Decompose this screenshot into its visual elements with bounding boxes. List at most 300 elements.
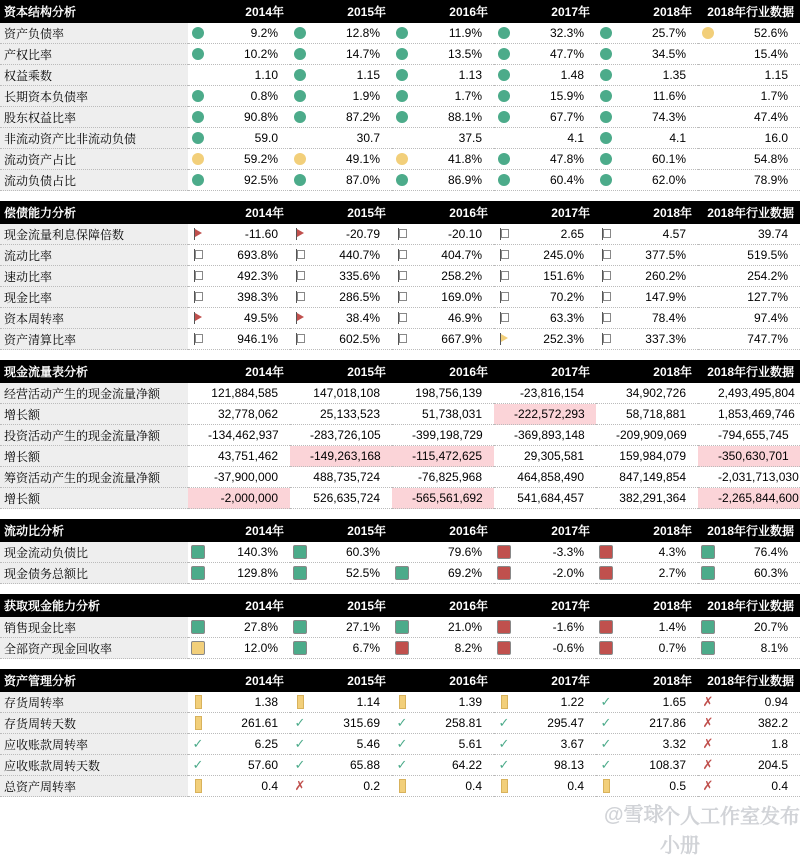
data-cell	[596, 86, 698, 107]
data-cell	[392, 617, 494, 638]
column-header-2: 2016年	[392, 594, 494, 617]
table-row	[0, 23, 800, 44]
section-gap	[0, 509, 800, 519]
column-header-1: 2015年	[290, 360, 392, 383]
row-label: 存货周转率	[0, 692, 188, 713]
cell-value: 5.61	[458, 737, 482, 751]
cell-value: 108.37	[649, 758, 686, 772]
check-icon: ✓	[192, 736, 204, 751]
cell-value: 0.5	[669, 779, 686, 793]
data-cell	[596, 488, 698, 509]
column-header-0: 2014年	[188, 360, 290, 383]
table-cash-ratio	[0, 519, 800, 584]
status-square-red-icon	[599, 545, 613, 559]
cell-value: 0.4	[465, 779, 482, 793]
cell-value: -20.10	[447, 227, 482, 241]
data-cell	[698, 542, 800, 563]
bar-indicator-icon	[195, 716, 202, 730]
cell-value: 747.7%	[747, 332, 788, 346]
data-cell	[392, 23, 494, 44]
data-cell	[188, 308, 290, 329]
cell-value: -0.6%	[552, 641, 584, 655]
cell-value: 693.8%	[237, 248, 278, 262]
cell-value: 86.9%	[447, 173, 482, 187]
status-dot-green-icon	[600, 27, 612, 39]
cell-value: -565,561,692	[412, 491, 483, 505]
section-title: 现金流量表分析	[0, 360, 188, 383]
cell-value: -2,265,844,600	[718, 491, 799, 505]
status-square-green-icon	[293, 566, 307, 580]
bar-indicator-icon	[195, 695, 202, 709]
flag-white-icon	[498, 312, 510, 324]
status-dot-yellow-icon	[294, 153, 306, 165]
data-cell	[290, 692, 392, 713]
flag-white-icon	[600, 312, 612, 324]
cell-value: 5.46	[356, 737, 380, 751]
status-dot-green-icon	[294, 90, 306, 102]
data-cell	[596, 329, 698, 350]
bar-indicator-icon	[603, 779, 610, 793]
status-dot-green-icon	[192, 132, 204, 144]
status-dot-green-icon	[600, 132, 612, 144]
status-dot-green-icon	[600, 90, 612, 102]
cell-value: 0.8%	[250, 89, 278, 103]
data-cell	[392, 404, 494, 425]
check-icon: ✓	[600, 694, 612, 709]
column-header-4: 2018年	[596, 669, 698, 692]
flag-white-icon	[600, 291, 612, 303]
status-square-red-icon	[497, 620, 511, 634]
data-cell	[290, 383, 392, 404]
status-square-green-icon	[191, 566, 205, 580]
column-header-3: 2017年	[494, 360, 596, 383]
cell-value: 0.2	[363, 779, 380, 793]
data-cell	[698, 617, 800, 638]
cell-value: 1.14	[356, 695, 380, 709]
column-header-5: 2018年行业数据	[698, 594, 800, 617]
cell-value: 90.8%	[243, 110, 278, 124]
cell-value: -1.6%	[552, 620, 584, 634]
table-row	[0, 107, 800, 128]
row-label: 产权比率	[0, 44, 188, 65]
table-cash-earning	[0, 594, 800, 659]
table-row	[0, 86, 800, 107]
data-cell	[290, 329, 392, 350]
column-header-5: 2018年行业数据	[698, 360, 800, 383]
cell-value: 0.4	[771, 779, 788, 793]
table-row	[0, 713, 800, 734]
status-dot-green-icon	[192, 111, 204, 123]
flag-white-icon	[396, 270, 408, 282]
cell-value: 286.5%	[339, 290, 380, 304]
status-square-yellow-icon	[191, 641, 205, 655]
row-label: 增长额	[0, 488, 188, 509]
cell-value: -37,900,000	[213, 470, 278, 484]
data-cell	[596, 755, 698, 776]
data-cell	[392, 446, 494, 467]
status-dot-green-icon	[498, 27, 510, 39]
data-cell	[188, 446, 290, 467]
cell-value: -115,472,625	[412, 449, 482, 463]
status-dot-green-icon	[498, 111, 510, 123]
table-row	[0, 467, 800, 488]
cell-value: 847,149,854	[619, 470, 686, 484]
cell-value: 4.3%	[658, 545, 686, 559]
data-cell	[188, 329, 290, 350]
check-icon: ✓	[600, 715, 612, 730]
cell-value: 62.0%	[651, 173, 686, 187]
row-label: 权益乘数	[0, 65, 188, 86]
data-cell	[596, 107, 698, 128]
section-gap	[0, 659, 800, 669]
data-cell	[494, 446, 596, 467]
table-row	[0, 563, 800, 584]
table-row	[0, 308, 800, 329]
cell-value: 69.2%	[447, 566, 482, 580]
data-cell	[596, 149, 698, 170]
section-gap	[0, 191, 800, 201]
row-label: 总资产周转率	[0, 776, 188, 797]
column-header-3: 2017年	[494, 201, 596, 224]
data-cell	[596, 245, 698, 266]
cell-value: 1,853,469,746	[718, 407, 795, 421]
flag-white-icon	[294, 270, 306, 282]
flag-white-icon	[192, 291, 204, 303]
cell-value: 315.69	[343, 716, 380, 730]
column-header-1: 2015年	[290, 0, 392, 23]
cell-value: 147.9%	[645, 290, 686, 304]
column-header-1: 2015年	[290, 594, 392, 617]
data-cell	[698, 404, 800, 425]
row-label: 现金比率	[0, 287, 188, 308]
cell-value: 74.3%	[651, 110, 686, 124]
cell-value: 59.0	[254, 131, 278, 145]
cell-value: 4.1	[567, 131, 584, 145]
flag-white-icon	[498, 270, 510, 282]
cell-value: 4.1	[669, 131, 686, 145]
status-square-green-icon	[701, 641, 715, 655]
cell-value: -134,462,937	[208, 428, 279, 442]
data-cell	[392, 128, 494, 149]
data-cell	[290, 149, 392, 170]
cell-value: 1.8	[771, 737, 788, 751]
data-cell	[392, 266, 494, 287]
cell-value: 121,884,585	[211, 386, 278, 400]
table-row	[0, 425, 800, 446]
check-icon: ✓	[396, 715, 408, 730]
data-cell	[290, 467, 392, 488]
check-icon: ✓	[600, 736, 612, 751]
cell-value: 1.48	[560, 68, 584, 82]
cell-value: 519.5%	[747, 248, 788, 262]
status-dot-green-icon	[600, 174, 612, 186]
section-title: 资本结构分析	[0, 0, 188, 23]
row-label: 现金流动负债比	[0, 542, 188, 563]
data-cell	[188, 149, 290, 170]
data-cell	[698, 329, 800, 350]
data-cell	[494, 404, 596, 425]
cell-value: 0.7%	[658, 641, 686, 655]
table-row	[0, 65, 800, 86]
section-cash-earning	[0, 594, 800, 659]
status-square-red-icon	[599, 566, 613, 580]
status-dot-green-icon	[192, 48, 204, 60]
cell-value: 10.2%	[243, 47, 278, 61]
section-capital-structure	[0, 0, 800, 191]
status-dot-green-icon	[498, 174, 510, 186]
section-title: 资产管理分析	[0, 669, 188, 692]
data-cell	[188, 425, 290, 446]
data-cell	[596, 404, 698, 425]
cell-value: 260.2%	[645, 269, 686, 283]
cell-value: 11.9%	[448, 26, 482, 40]
flag-white-icon	[600, 249, 612, 261]
data-cell	[494, 128, 596, 149]
cell-value: 254.2%	[747, 269, 788, 283]
column-header-0: 2014年	[188, 594, 290, 617]
status-dot-green-icon	[396, 69, 408, 81]
table-row	[0, 149, 800, 170]
table-row	[0, 404, 800, 425]
watermark: 个人工作室发布小册	[660, 806, 800, 857]
status-square-green-icon	[191, 545, 205, 559]
row-label: 流动负债占比	[0, 170, 188, 191]
column-header-0: 2014年	[188, 0, 290, 23]
data-cell	[698, 755, 800, 776]
status-square-green-icon	[293, 620, 307, 634]
data-cell	[494, 467, 596, 488]
data-cell	[188, 467, 290, 488]
cell-value: 1.10	[254, 68, 278, 82]
data-cell	[188, 713, 290, 734]
cell-value: 43,751,462	[217, 449, 278, 463]
data-cell	[392, 692, 494, 713]
row-label: 增长额	[0, 446, 188, 467]
data-cell	[596, 542, 698, 563]
status-square-red-icon	[497, 641, 511, 655]
cell-value: 252.3%	[543, 332, 584, 346]
check-icon: ✓	[498, 757, 510, 772]
data-cell	[698, 266, 800, 287]
row-label: 应收账款周转率	[0, 734, 188, 755]
cell-value: 3.67	[560, 737, 584, 751]
data-cell	[392, 65, 494, 86]
data-cell	[290, 107, 392, 128]
cell-value: 1.13	[458, 68, 482, 82]
data-cell	[392, 776, 494, 797]
column-header-4: 2018年	[596, 201, 698, 224]
status-dot-green-icon	[600, 48, 612, 60]
table-row	[0, 755, 800, 776]
column-header-1: 2015年	[290, 519, 392, 542]
data-cell	[392, 329, 494, 350]
data-cell	[494, 542, 596, 563]
cell-value: 382.2	[757, 716, 788, 730]
status-square-red-icon	[497, 566, 511, 580]
status-square-red-icon	[599, 641, 613, 655]
cell-value: 1.65	[662, 695, 686, 709]
status-dot-green-icon	[396, 111, 408, 123]
column-header-5: 2018年行业数据	[698, 0, 800, 23]
data-cell	[188, 86, 290, 107]
cell-value: 526,635,724	[313, 491, 380, 505]
status-dot-green-icon	[192, 90, 204, 102]
column-header-4: 2018年	[596, 360, 698, 383]
data-cell	[698, 65, 800, 86]
cell-value: 245.0%	[543, 248, 584, 262]
data-cell	[698, 86, 800, 107]
data-cell	[392, 734, 494, 755]
section-cash-ratio	[0, 519, 800, 584]
data-cell	[290, 65, 392, 86]
column-header-2: 2016年	[392, 669, 494, 692]
data-cell	[494, 23, 596, 44]
data-cell	[698, 224, 800, 245]
cell-value: 1.7%	[454, 89, 482, 103]
cell-value: 51,738,031	[421, 407, 482, 421]
data-cell	[290, 128, 392, 149]
table-row	[0, 692, 800, 713]
cell-value: 404.7%	[441, 248, 482, 262]
cell-value: 12.8%	[345, 26, 380, 40]
column-header-0: 2014年	[188, 519, 290, 542]
status-dot-yellow-icon	[702, 27, 714, 39]
cell-value: 12.0%	[243, 641, 278, 655]
data-cell	[698, 287, 800, 308]
cell-value: 60.3%	[345, 545, 380, 559]
data-cell	[392, 224, 494, 245]
cell-value: 140.3%	[237, 545, 278, 559]
cell-value: 34,902,726	[625, 386, 686, 400]
status-dot-green-icon	[192, 174, 204, 186]
section-asset-management	[0, 669, 800, 797]
data-cell	[188, 488, 290, 509]
cell-value: 29,305,581	[523, 449, 584, 463]
data-cell	[188, 107, 290, 128]
data-cell	[494, 149, 596, 170]
data-cell	[698, 692, 800, 713]
column-header-0: 2014年	[188, 201, 290, 224]
data-cell	[698, 245, 800, 266]
bar-indicator-icon	[399, 779, 406, 793]
cell-value: 2,493,495,804	[718, 386, 795, 400]
table-header-row	[0, 360, 800, 383]
cell-value: 30.7	[356, 131, 380, 145]
data-cell	[188, 224, 290, 245]
cell-value: -399,198,729	[412, 428, 483, 442]
data-cell	[392, 383, 494, 404]
cell-value: 295.47	[547, 716, 584, 730]
row-label: 股东权益比率	[0, 107, 188, 128]
data-cell	[290, 617, 392, 638]
data-cell	[596, 128, 698, 149]
data-cell	[494, 776, 596, 797]
cell-value: 198,756,139	[415, 386, 482, 400]
section-title: 获取现金能力分析	[0, 594, 188, 617]
data-cell	[290, 776, 392, 797]
data-cell	[290, 446, 392, 467]
data-cell	[596, 734, 698, 755]
data-cell	[698, 128, 800, 149]
data-cell	[392, 425, 494, 446]
data-cell	[392, 638, 494, 659]
data-cell	[494, 617, 596, 638]
cell-value: 492.3%	[237, 269, 278, 283]
cell-value: 41.8%	[447, 152, 482, 166]
cell-value: 382,291,364	[619, 491, 686, 505]
cell-value: 88.1%	[447, 110, 482, 124]
cell-value: 11.6%	[652, 89, 686, 103]
data-cell	[596, 224, 698, 245]
data-cell	[494, 107, 596, 128]
cell-value: 0.94	[764, 695, 788, 709]
data-cell	[290, 86, 392, 107]
data-cell	[494, 245, 596, 266]
flag-white-icon	[192, 249, 204, 261]
cell-value: 98.13	[553, 758, 584, 772]
cell-value: 49.5%	[243, 311, 278, 325]
status-dot-green-icon	[498, 48, 510, 60]
cell-value: 488,735,724	[313, 470, 380, 484]
row-label: 流动资产占比	[0, 149, 188, 170]
row-label: 长期资本负债率	[0, 86, 188, 107]
data-cell	[494, 755, 596, 776]
data-cell	[188, 287, 290, 308]
data-cell	[494, 692, 596, 713]
data-cell	[290, 488, 392, 509]
data-cell	[290, 23, 392, 44]
cell-value: 6.25	[254, 737, 278, 751]
data-cell	[188, 617, 290, 638]
cell-value: 129.8%	[237, 566, 278, 580]
data-cell	[494, 308, 596, 329]
table-asset-management	[0, 669, 800, 797]
data-cell	[596, 266, 698, 287]
cell-value: 59.2%	[243, 152, 278, 166]
column-header-2: 2016年	[392, 519, 494, 542]
cell-value: 169.0%	[441, 290, 482, 304]
data-cell	[596, 776, 698, 797]
data-cell	[698, 638, 800, 659]
data-cell	[698, 425, 800, 446]
status-dot-green-icon	[498, 153, 510, 165]
bar-indicator-icon	[501, 779, 508, 793]
status-dot-green-icon	[600, 153, 612, 165]
cell-value: 47.7%	[549, 47, 584, 61]
cell-value: 946.1%	[237, 332, 278, 346]
row-label: 增长额	[0, 404, 188, 425]
cell-value: 127.7%	[747, 290, 788, 304]
cell-value: -20.79	[345, 227, 380, 241]
data-cell	[290, 734, 392, 755]
cell-value: -222,572,293	[514, 407, 585, 421]
table-header-row	[0, 0, 800, 23]
cell-value: 38.4%	[345, 311, 380, 325]
cell-value: 49.1%	[345, 152, 380, 166]
cell-value: 20.7%	[753, 620, 788, 634]
data-cell	[698, 776, 800, 797]
column-header-5: 2018年行业数据	[698, 669, 800, 692]
data-cell	[494, 329, 596, 350]
data-cell	[494, 44, 596, 65]
data-cell	[596, 383, 698, 404]
table-row	[0, 170, 800, 191]
cell-value: 1.39	[458, 695, 482, 709]
flag-white-icon	[600, 270, 612, 282]
column-header-5: 2018年行业数据	[698, 519, 800, 542]
cell-value: 1.15	[356, 68, 380, 82]
status-square-green-icon	[395, 566, 409, 580]
